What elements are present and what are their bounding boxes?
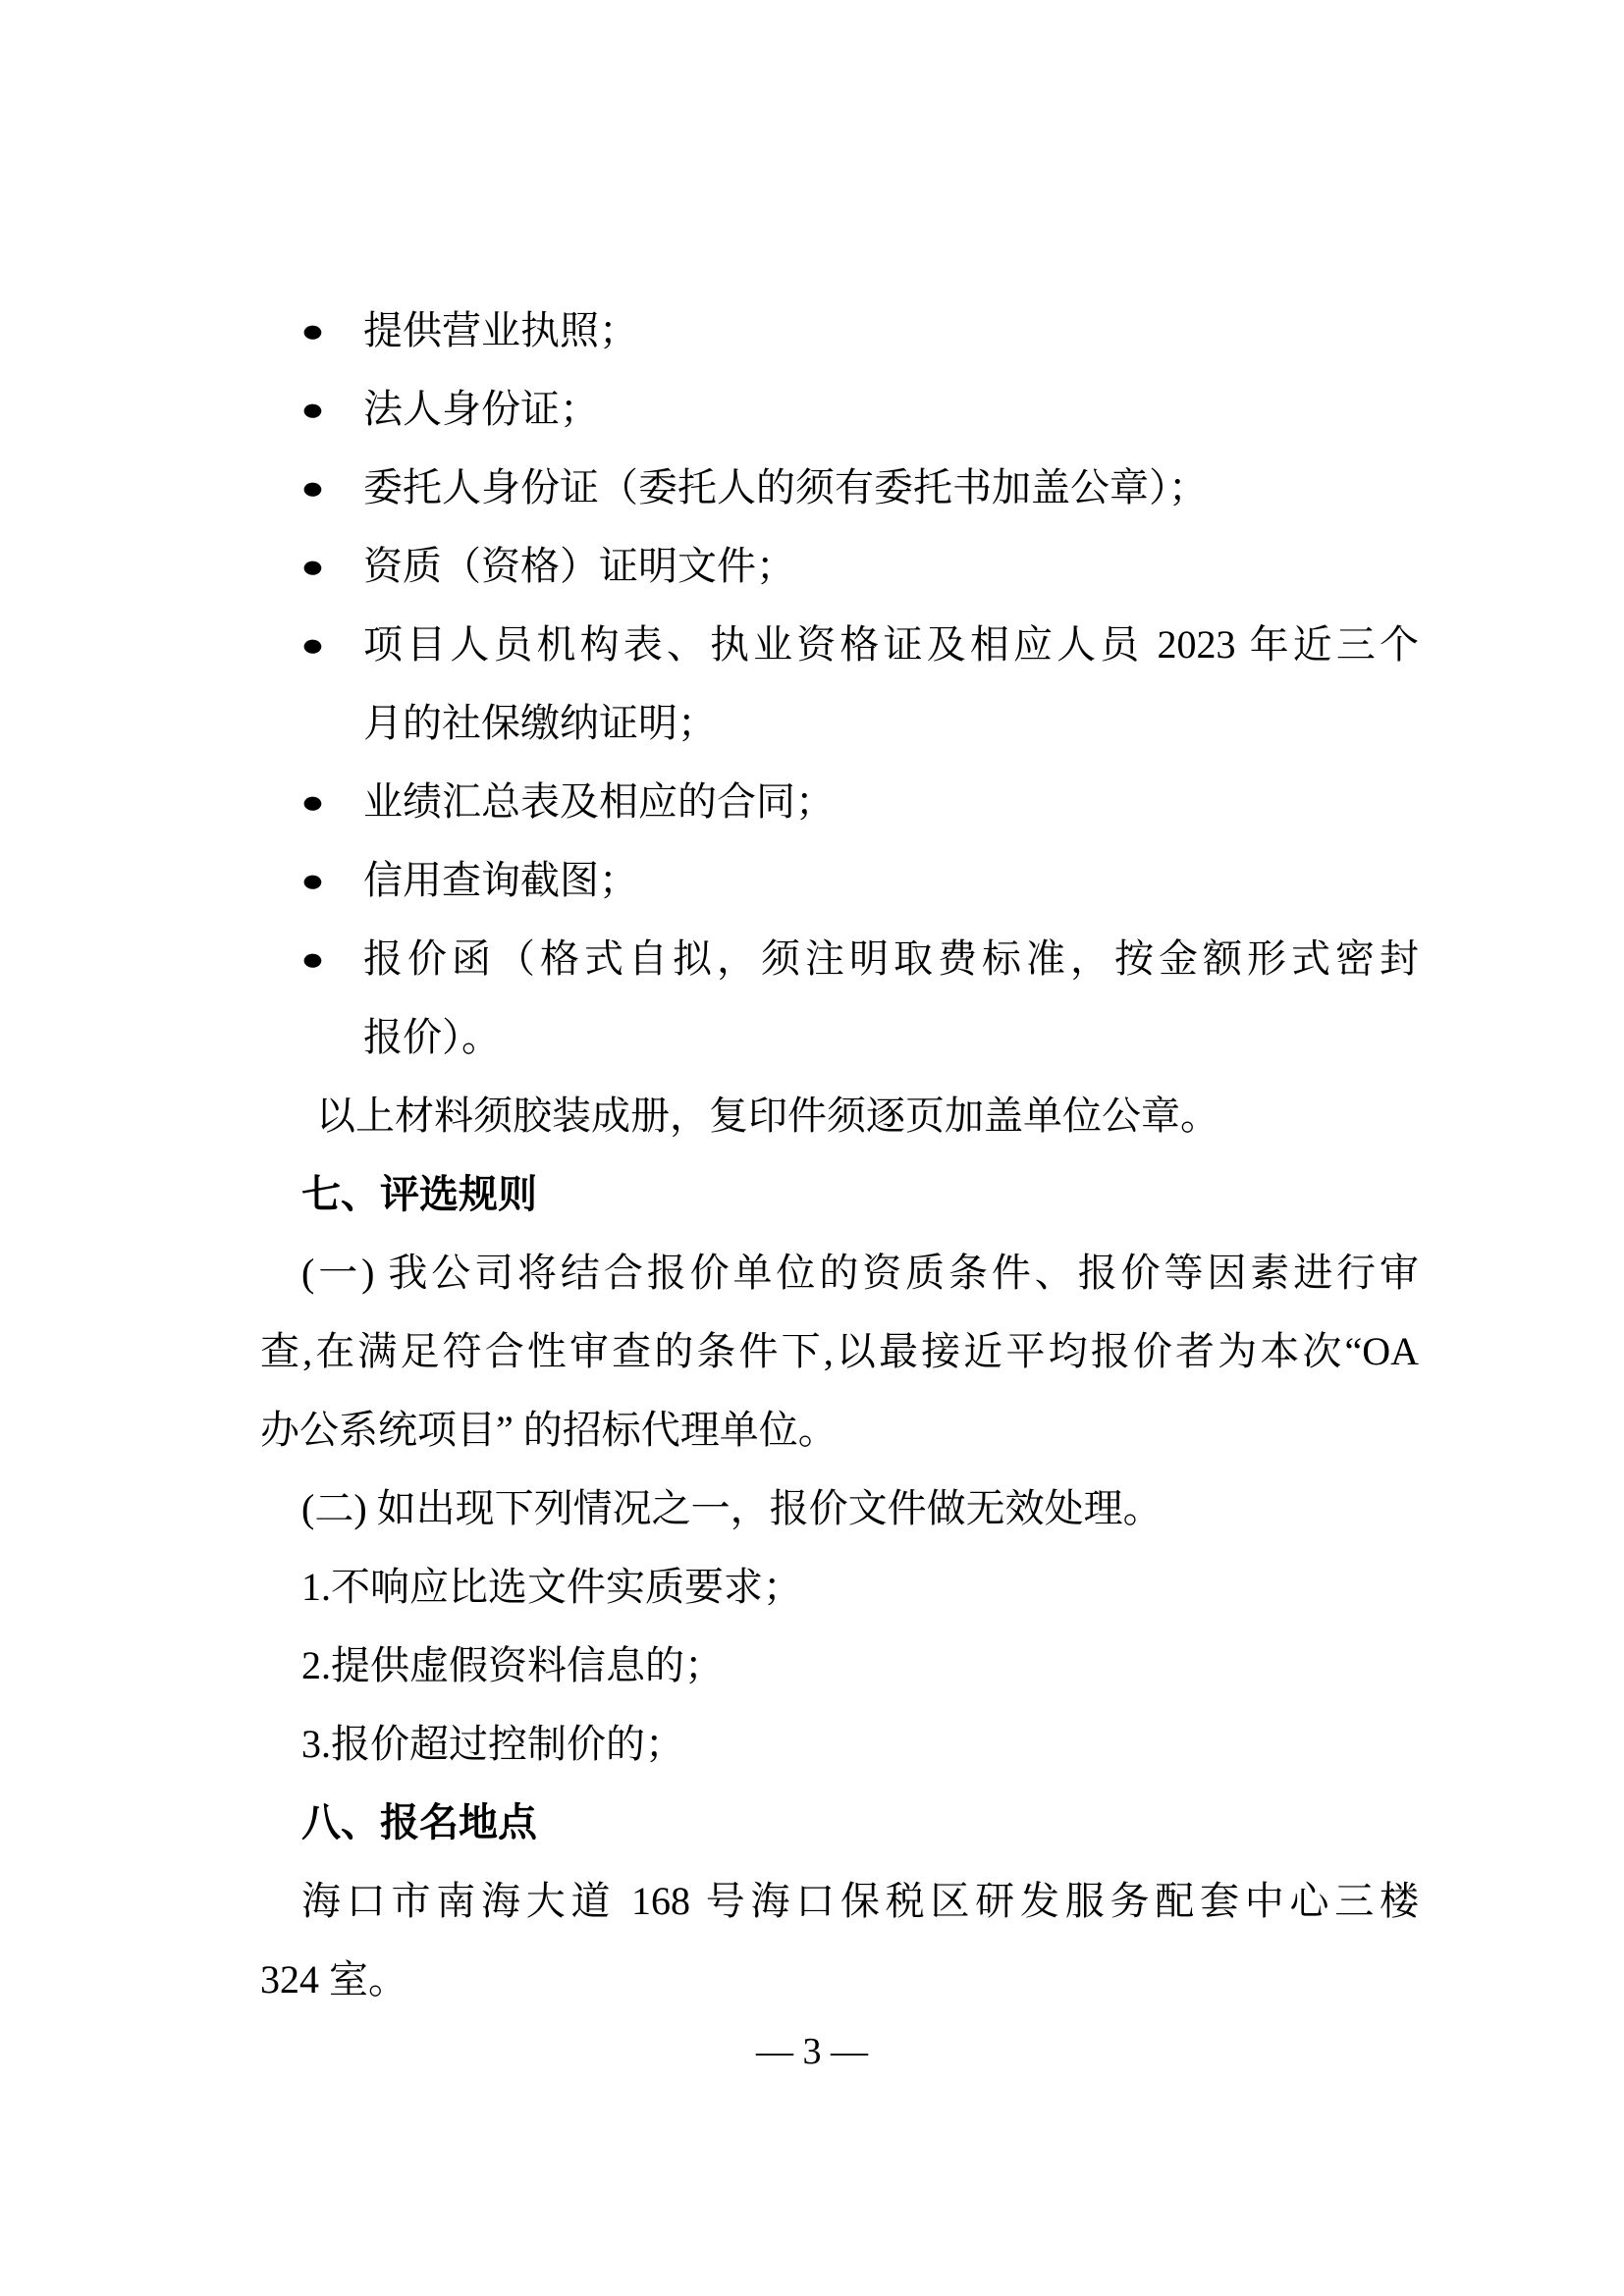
paragraph-line: (二) 如出现下列情况之一，报价文件做无效处理。 (301, 1486, 1163, 1530)
numbered-item: 2.提供虚假资料信息的； (301, 1643, 724, 1687)
bullet-item (300, 920, 1419, 998)
bullet-item-continuation: 月的社保缴纳证明； (363, 701, 717, 745)
bullet-item-text: 信用查询截图； (363, 858, 638, 902)
bullet-icon: ● (300, 314, 325, 349)
binding-note: 以上材料须胶装成册，复印件须逐页加盖单位公章。 (316, 1094, 1219, 1138)
bullet-item-text: 报价函（格式自拟，须注明取费标准，按金额形式密封 (363, 936, 1419, 981)
address-line: 324 室。 (260, 1957, 407, 2002)
bullet-item (300, 449, 1208, 527)
bullet-item (300, 527, 795, 606)
bullet-icon: ● (300, 785, 325, 821)
bullet-icon: ● (300, 864, 325, 899)
bullet-item-text: 业绩汇总表及相应的合同； (363, 779, 835, 824)
numbered-item: 3.报价超过控制价的； (301, 1722, 684, 1766)
address-line: 海口市南海大道 168 号海口保税区研发服务配套中心三楼 (301, 1879, 1419, 1923)
numbered-item: 1.不响应比选文件实质要求； (301, 1565, 802, 1609)
bullet-item-continuation: 报价）。 (363, 1015, 501, 1059)
bullet-item (300, 763, 835, 841)
paragraph-line: (一) 我公司将结合报价单位的资质条件、报价等因素进行审 (301, 1251, 1419, 1295)
paragraph-line: 办公系统项目” 的招标代理单位。 (260, 1408, 838, 1452)
bullet-item-text: 委托人身份证（委托人的须有委托书加盖公章）； (363, 465, 1208, 509)
bullet-icon: ● (300, 393, 325, 428)
bullet-icon: ● (300, 942, 325, 978)
bullet-icon: ● (300, 471, 325, 507)
paragraph-line: 查,在满足符合性审查的条件下,以最接近平均报价者为本次“OA (260, 1329, 1419, 1373)
bullet-item (300, 292, 638, 370)
bullet-item-text: 提供营业执照； (363, 308, 638, 352)
bullet-icon: ● (300, 628, 325, 664)
section-heading-evaluation-rules: 七、评选规则 (301, 1172, 537, 1216)
bullet-item-text: 法人身份证； (363, 387, 599, 431)
bullet-item-text: 项目人员机构表、执业资格证及相应人员 2023 年近三个 (363, 622, 1419, 667)
bullet-icon: ● (300, 550, 325, 585)
page-number: — 3 — (756, 2031, 868, 2072)
bullet-item (300, 606, 1419, 684)
bullet-item (300, 841, 638, 920)
section-heading-registration-address: 八、报名地点 (301, 1800, 537, 1844)
bullet-item (300, 370, 599, 449)
bullet-item-text: 资质（资格）证明文件； (363, 544, 795, 588)
